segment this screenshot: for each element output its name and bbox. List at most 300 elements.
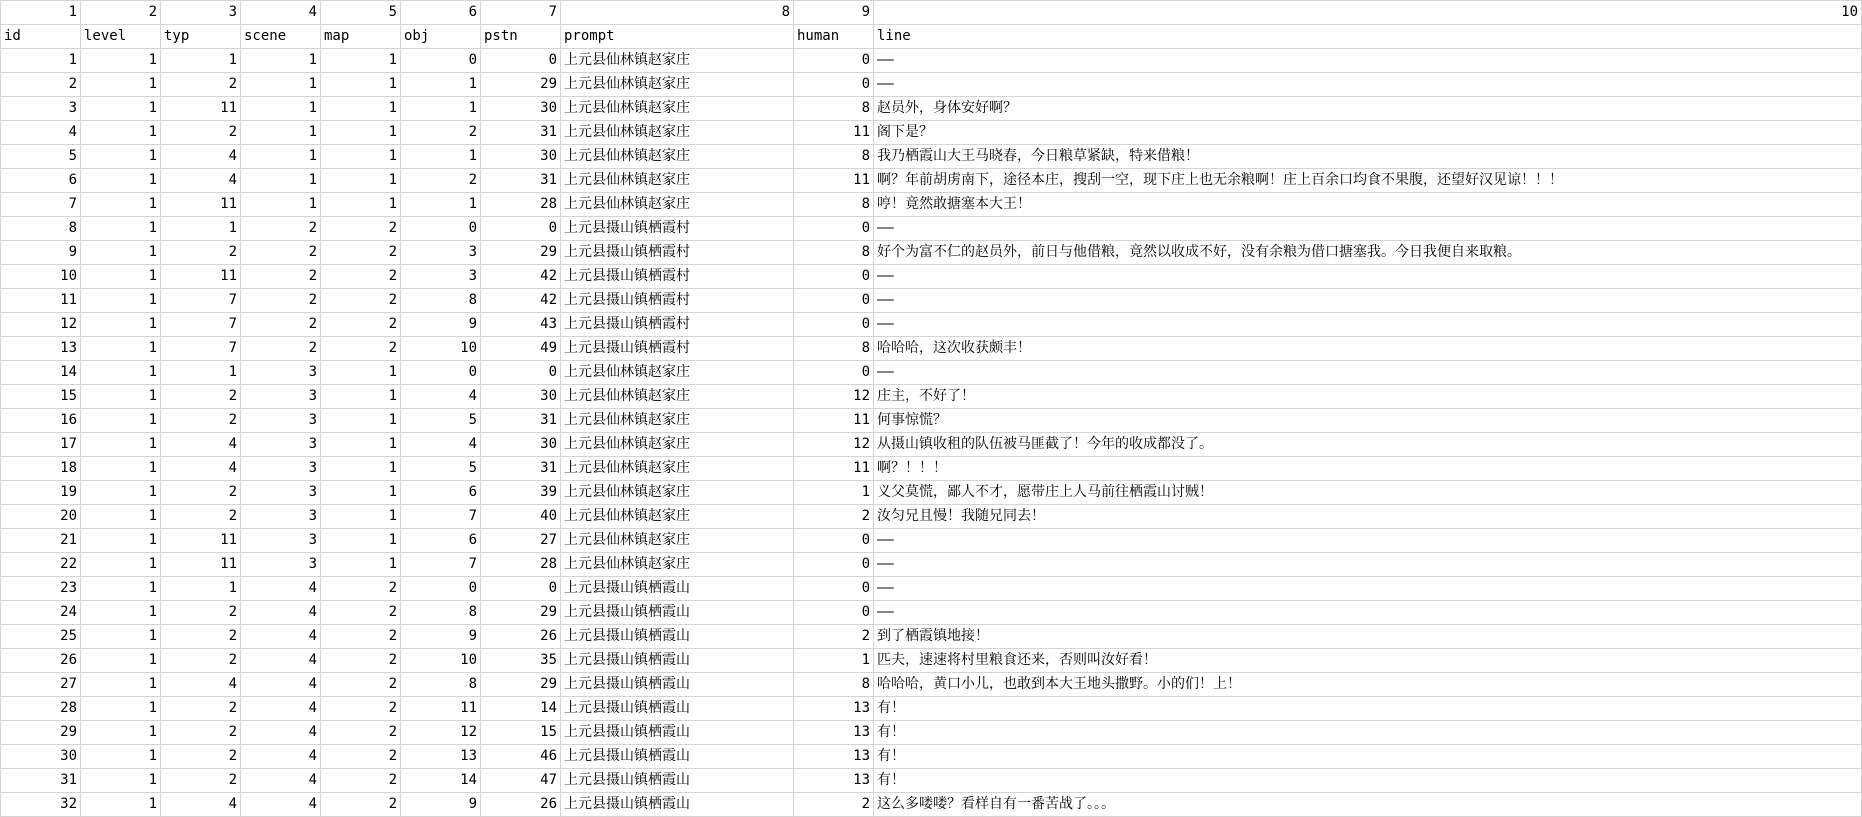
cell-obj[interactable]: 8 xyxy=(401,289,481,313)
cell-id[interactable]: 30 xyxy=(1,745,81,769)
cell-scene[interactable]: 4 xyxy=(241,745,321,769)
cell-prompt[interactable]: 上元县摄山镇栖霞山 xyxy=(561,625,794,649)
cell-line[interactable]: 哈哈哈，黄口小儿，也敢到本大王地头撒野。小的们！上！ xyxy=(874,673,1862,697)
cell-scene[interactable]: 4 xyxy=(241,649,321,673)
cell-human[interactable]: 12 xyxy=(794,385,874,409)
cell-obj[interactable]: 9 xyxy=(401,313,481,337)
cell-pstn[interactable]: 30 xyxy=(481,145,561,169)
cell-human[interactable]: 8 xyxy=(794,241,874,265)
column-number-cell[interactable]: 3 xyxy=(161,1,241,25)
cell-line[interactable]: —— xyxy=(874,361,1862,385)
cell-scene[interactable]: 4 xyxy=(241,625,321,649)
cell-human[interactable]: 11 xyxy=(794,457,874,481)
cell-obj[interactable]: 6 xyxy=(401,481,481,505)
cell-map[interactable]: 1 xyxy=(321,145,401,169)
cell-prompt[interactable]: 上元县摄山镇栖霞山 xyxy=(561,577,794,601)
cell-line[interactable]: 啊？！！！ xyxy=(874,457,1862,481)
cell-pstn[interactable]: 15 xyxy=(481,721,561,745)
cell-typ[interactable]: 2 xyxy=(161,241,241,265)
cell-id[interactable]: 26 xyxy=(1,649,81,673)
cell-human[interactable]: 0 xyxy=(794,49,874,73)
cell-scene[interactable]: 1 xyxy=(241,169,321,193)
cell-obj[interactable]: 9 xyxy=(401,793,481,817)
cell-obj[interactable]: 7 xyxy=(401,553,481,577)
cell-prompt[interactable]: 上元县摄山镇栖霞山 xyxy=(561,697,794,721)
cell-line[interactable]: 这么多喽喽？看样自有一番苦战了。。。 xyxy=(874,793,1862,817)
cell-human[interactable]: 11 xyxy=(794,121,874,145)
cell-map[interactable]: 2 xyxy=(321,217,401,241)
cell-pstn[interactable]: 28 xyxy=(481,193,561,217)
cell-line[interactable]: 哼！竟然敢搪塞本大王！ xyxy=(874,193,1862,217)
cell-prompt[interactable]: 上元县仙林镇赵家庄 xyxy=(561,481,794,505)
cell-line[interactable]: —— xyxy=(874,217,1862,241)
header-cell-obj[interactable]: obj xyxy=(401,25,481,49)
cell-typ[interactable]: 1 xyxy=(161,361,241,385)
cell-prompt[interactable]: 上元县仙林镇赵家庄 xyxy=(561,169,794,193)
cell-prompt[interactable]: 上元县摄山镇栖霞山 xyxy=(561,745,794,769)
cell-level[interactable]: 1 xyxy=(81,553,161,577)
cell-typ[interactable]: 1 xyxy=(161,217,241,241)
cell-scene[interactable]: 1 xyxy=(241,193,321,217)
cell-map[interactable]: 1 xyxy=(321,49,401,73)
cell-obj[interactable]: 2 xyxy=(401,169,481,193)
cell-scene[interactable]: 3 xyxy=(241,553,321,577)
cell-id[interactable]: 17 xyxy=(1,433,81,457)
cell-pstn[interactable]: 26 xyxy=(481,625,561,649)
cell-typ[interactable]: 2 xyxy=(161,721,241,745)
cell-level[interactable]: 1 xyxy=(81,241,161,265)
cell-scene[interactable]: 3 xyxy=(241,385,321,409)
cell-line[interactable]: 匹夫，速速将村里粮食还来，否则叫汝好看！ xyxy=(874,649,1862,673)
cell-level[interactable]: 1 xyxy=(81,361,161,385)
cell-typ[interactable]: 2 xyxy=(161,625,241,649)
cell-map[interactable]: 1 xyxy=(321,457,401,481)
cell-map[interactable]: 2 xyxy=(321,673,401,697)
cell-level[interactable]: 1 xyxy=(81,793,161,817)
cell-pstn[interactable]: 29 xyxy=(481,673,561,697)
cell-level[interactable]: 1 xyxy=(81,193,161,217)
cell-obj[interactable]: 3 xyxy=(401,265,481,289)
cell-pstn[interactable]: 29 xyxy=(481,601,561,625)
cell-obj[interactable]: 1 xyxy=(401,193,481,217)
cell-id[interactable]: 6 xyxy=(1,169,81,193)
cell-scene[interactable]: 4 xyxy=(241,577,321,601)
cell-map[interactable]: 2 xyxy=(321,625,401,649)
cell-obj[interactable]: 0 xyxy=(401,217,481,241)
cell-typ[interactable]: 7 xyxy=(161,289,241,313)
cell-typ[interactable]: 11 xyxy=(161,265,241,289)
cell-scene[interactable]: 4 xyxy=(241,697,321,721)
header-cell-map[interactable]: map xyxy=(321,25,401,49)
cell-typ[interactable]: 11 xyxy=(161,553,241,577)
cell-human[interactable]: 1 xyxy=(794,649,874,673)
cell-prompt[interactable]: 上元县仙林镇赵家庄 xyxy=(561,121,794,145)
cell-typ[interactable]: 4 xyxy=(161,793,241,817)
cell-id[interactable]: 21 xyxy=(1,529,81,553)
cell-typ[interactable]: 4 xyxy=(161,673,241,697)
cell-id[interactable]: 24 xyxy=(1,601,81,625)
cell-id[interactable]: 25 xyxy=(1,625,81,649)
cell-id[interactable]: 28 xyxy=(1,697,81,721)
cell-map[interactable]: 2 xyxy=(321,337,401,361)
cell-pstn[interactable]: 30 xyxy=(481,433,561,457)
cell-typ[interactable]: 2 xyxy=(161,745,241,769)
cell-map[interactable]: 2 xyxy=(321,793,401,817)
cell-level[interactable]: 1 xyxy=(81,433,161,457)
cell-prompt[interactable]: 上元县仙林镇赵家庄 xyxy=(561,361,794,385)
cell-level[interactable]: 1 xyxy=(81,49,161,73)
cell-scene[interactable]: 2 xyxy=(241,337,321,361)
cell-prompt[interactable]: 上元县仙林镇赵家庄 xyxy=(561,457,794,481)
cell-human[interactable]: 13 xyxy=(794,721,874,745)
cell-prompt[interactable]: 上元县仙林镇赵家庄 xyxy=(561,73,794,97)
cell-level[interactable]: 1 xyxy=(81,337,161,361)
cell-human[interactable]: 8 xyxy=(794,673,874,697)
cell-id[interactable]: 32 xyxy=(1,793,81,817)
cell-map[interactable]: 1 xyxy=(321,385,401,409)
cell-map[interactable]: 1 xyxy=(321,121,401,145)
cell-map[interactable]: 1 xyxy=(321,481,401,505)
cell-id[interactable]: 19 xyxy=(1,481,81,505)
cell-map[interactable]: 1 xyxy=(321,505,401,529)
cell-line[interactable]: —— xyxy=(874,265,1862,289)
cell-map[interactable]: 2 xyxy=(321,601,401,625)
cell-human[interactable]: 8 xyxy=(794,193,874,217)
cell-pstn[interactable]: 43 xyxy=(481,313,561,337)
cell-obj[interactable]: 13 xyxy=(401,745,481,769)
cell-id[interactable]: 1 xyxy=(1,49,81,73)
cell-scene[interactable]: 4 xyxy=(241,769,321,793)
cell-prompt[interactable]: 上元县摄山镇栖霞山 xyxy=(561,649,794,673)
cell-typ[interactable]: 2 xyxy=(161,121,241,145)
cell-obj[interactable]: 1 xyxy=(401,97,481,121)
cell-id[interactable]: 23 xyxy=(1,577,81,601)
cell-human[interactable]: 0 xyxy=(794,529,874,553)
cell-pstn[interactable]: 29 xyxy=(481,241,561,265)
cell-typ[interactable]: 2 xyxy=(161,409,241,433)
cell-line[interactable]: —— xyxy=(874,577,1862,601)
cell-prompt[interactable]: 上元县摄山镇栖霞村 xyxy=(561,217,794,241)
cell-level[interactable]: 1 xyxy=(81,601,161,625)
cell-pstn[interactable]: 0 xyxy=(481,361,561,385)
cell-line[interactable]: 汝匀兄且慢！我随兄同去！ xyxy=(874,505,1862,529)
cell-line[interactable]: —— xyxy=(874,553,1862,577)
cell-prompt[interactable]: 上元县仙林镇赵家庄 xyxy=(561,505,794,529)
cell-prompt[interactable]: 上元县摄山镇栖霞村 xyxy=(561,313,794,337)
cell-scene[interactable]: 3 xyxy=(241,361,321,385)
cell-line[interactable]: 赵员外，身体安好啊？ xyxy=(874,97,1862,121)
cell-map[interactable]: 2 xyxy=(321,241,401,265)
cell-typ[interactable]: 2 xyxy=(161,505,241,529)
cell-human[interactable]: 0 xyxy=(794,361,874,385)
cell-map[interactable]: 1 xyxy=(321,73,401,97)
cell-line[interactable]: 我乃栖霞山大王马晓春，今日粮草紧缺，特来借粮！ xyxy=(874,145,1862,169)
cell-scene[interactable]: 4 xyxy=(241,673,321,697)
cell-level[interactable]: 1 xyxy=(81,289,161,313)
cell-scene[interactable]: 3 xyxy=(241,457,321,481)
cell-line[interactable]: 啊？年前胡虏南下，途径本庄，搜刮一空，现下庄上也无余粮啊！庄上百余口均食不果腹，还望好汉见谅！！！ xyxy=(874,169,1862,193)
cell-obj[interactable]: 9 xyxy=(401,625,481,649)
cell-scene[interactable]: 1 xyxy=(241,97,321,121)
cell-human[interactable]: 0 xyxy=(794,73,874,97)
cell-map[interactable]: 1 xyxy=(321,433,401,457)
column-number-cell[interactable]: 10 xyxy=(874,1,1862,25)
cell-line[interactable]: 有！ xyxy=(874,745,1862,769)
cell-human[interactable]: 12 xyxy=(794,433,874,457)
cell-pstn[interactable]: 31 xyxy=(481,169,561,193)
cell-human[interactable]: 2 xyxy=(794,793,874,817)
cell-scene[interactable]: 1 xyxy=(241,49,321,73)
cell-line[interactable]: —— xyxy=(874,529,1862,553)
cell-level[interactable]: 1 xyxy=(81,577,161,601)
cell-line[interactable]: 有！ xyxy=(874,697,1862,721)
cell-typ[interactable]: 11 xyxy=(161,97,241,121)
cell-typ[interactable]: 7 xyxy=(161,337,241,361)
cell-line[interactable]: —— xyxy=(874,601,1862,625)
header-cell-pstn[interactable]: pstn xyxy=(481,25,561,49)
cell-human[interactable]: 0 xyxy=(794,553,874,577)
column-number-cell[interactable]: 1 xyxy=(1,1,81,25)
cell-pstn[interactable]: 31 xyxy=(481,121,561,145)
cell-prompt[interactable]: 上元县摄山镇栖霞山 xyxy=(561,721,794,745)
cell-typ[interactable]: 11 xyxy=(161,193,241,217)
cell-obj[interactable]: 0 xyxy=(401,361,481,385)
cell-typ[interactable]: 4 xyxy=(161,457,241,481)
cell-pstn[interactable]: 39 xyxy=(481,481,561,505)
cell-pstn[interactable]: 42 xyxy=(481,265,561,289)
cell-level[interactable]: 1 xyxy=(81,97,161,121)
cell-human[interactable]: 0 xyxy=(794,601,874,625)
cell-level[interactable]: 1 xyxy=(81,481,161,505)
cell-line[interactable]: 哈哈哈，这次收获颇丰！ xyxy=(874,337,1862,361)
cell-prompt[interactable]: 上元县仙林镇赵家庄 xyxy=(561,97,794,121)
cell-obj[interactable]: 6 xyxy=(401,529,481,553)
cell-line[interactable]: —— xyxy=(874,313,1862,337)
column-number-cell[interactable]: 5 xyxy=(321,1,401,25)
cell-map[interactable]: 1 xyxy=(321,169,401,193)
cell-line[interactable]: —— xyxy=(874,289,1862,313)
cell-scene[interactable]: 4 xyxy=(241,601,321,625)
cell-prompt[interactable]: 上元县仙林镇赵家庄 xyxy=(561,193,794,217)
cell-id[interactable]: 31 xyxy=(1,769,81,793)
cell-obj[interactable]: 10 xyxy=(401,649,481,673)
header-cell-typ[interactable]: typ xyxy=(161,25,241,49)
cell-pstn[interactable]: 27 xyxy=(481,529,561,553)
cell-id[interactable]: 11 xyxy=(1,289,81,313)
cell-typ[interactable]: 2 xyxy=(161,649,241,673)
cell-map[interactable]: 2 xyxy=(321,721,401,745)
cell-id[interactable]: 15 xyxy=(1,385,81,409)
cell-map[interactable]: 1 xyxy=(321,553,401,577)
cell-obj[interactable]: 1 xyxy=(401,73,481,97)
column-number-cell[interactable]: 7 xyxy=(481,1,561,25)
cell-level[interactable]: 1 xyxy=(81,721,161,745)
cell-scene[interactable]: 3 xyxy=(241,481,321,505)
cell-level[interactable]: 1 xyxy=(81,313,161,337)
cell-pstn[interactable]: 47 xyxy=(481,769,561,793)
cell-pstn[interactable]: 30 xyxy=(481,97,561,121)
cell-line[interactable]: 庄主，不好了！ xyxy=(874,385,1862,409)
cell-prompt[interactable]: 上元县摄山镇栖霞山 xyxy=(561,601,794,625)
cell-level[interactable]: 1 xyxy=(81,673,161,697)
cell-typ[interactable]: 2 xyxy=(161,385,241,409)
cell-typ[interactable]: 11 xyxy=(161,529,241,553)
cell-level[interactable]: 1 xyxy=(81,697,161,721)
cell-scene[interactable]: 2 xyxy=(241,289,321,313)
cell-level[interactable]: 1 xyxy=(81,505,161,529)
cell-pstn[interactable]: 30 xyxy=(481,385,561,409)
cell-line[interactable]: 有！ xyxy=(874,769,1862,793)
cell-human[interactable]: 2 xyxy=(794,625,874,649)
cell-id[interactable]: 16 xyxy=(1,409,81,433)
cell-pstn[interactable]: 46 xyxy=(481,745,561,769)
cell-level[interactable]: 1 xyxy=(81,769,161,793)
cell-scene[interactable]: 3 xyxy=(241,529,321,553)
cell-pstn[interactable]: 0 xyxy=(481,49,561,73)
cell-scene[interactable]: 2 xyxy=(241,265,321,289)
cell-pstn[interactable]: 35 xyxy=(481,649,561,673)
cell-line[interactable]: 阁下是？ xyxy=(874,121,1862,145)
cell-level[interactable]: 1 xyxy=(81,385,161,409)
cell-id[interactable]: 22 xyxy=(1,553,81,577)
cell-scene[interactable]: 1 xyxy=(241,73,321,97)
cell-id[interactable]: 4 xyxy=(1,121,81,145)
cell-scene[interactable]: 1 xyxy=(241,121,321,145)
cell-human[interactable]: 13 xyxy=(794,745,874,769)
cell-pstn[interactable]: 31 xyxy=(481,457,561,481)
cell-typ[interactable]: 2 xyxy=(161,601,241,625)
cell-typ[interactable]: 4 xyxy=(161,169,241,193)
cell-level[interactable]: 1 xyxy=(81,625,161,649)
cell-scene[interactable]: 4 xyxy=(241,793,321,817)
cell-id[interactable]: 27 xyxy=(1,673,81,697)
cell-map[interactable]: 2 xyxy=(321,289,401,313)
cell-obj[interactable]: 5 xyxy=(401,457,481,481)
cell-typ[interactable]: 4 xyxy=(161,433,241,457)
cell-pstn[interactable]: 28 xyxy=(481,553,561,577)
column-number-cell[interactable]: 2 xyxy=(81,1,161,25)
cell-line[interactable]: —— xyxy=(874,73,1862,97)
cell-scene[interactable]: 4 xyxy=(241,721,321,745)
cell-level[interactable]: 1 xyxy=(81,73,161,97)
cell-scene[interactable]: 2 xyxy=(241,217,321,241)
cell-map[interactable]: 2 xyxy=(321,769,401,793)
cell-map[interactable]: 1 xyxy=(321,409,401,433)
cell-pstn[interactable]: 0 xyxy=(481,217,561,241)
header-cell-scene[interactable]: scene xyxy=(241,25,321,49)
cell-id[interactable]: 7 xyxy=(1,193,81,217)
cell-human[interactable]: 8 xyxy=(794,145,874,169)
cell-obj[interactable]: 10 xyxy=(401,337,481,361)
cell-level[interactable]: 1 xyxy=(81,265,161,289)
cell-id[interactable]: 2 xyxy=(1,73,81,97)
cell-prompt[interactable]: 上元县摄山镇栖霞山 xyxy=(561,673,794,697)
header-cell-level[interactable]: level xyxy=(81,25,161,49)
cell-id[interactable]: 10 xyxy=(1,265,81,289)
header-cell-human[interactable]: human xyxy=(794,25,874,49)
cell-prompt[interactable]: 上元县仙林镇赵家庄 xyxy=(561,409,794,433)
cell-map[interactable]: 2 xyxy=(321,577,401,601)
cell-level[interactable]: 1 xyxy=(81,649,161,673)
cell-prompt[interactable]: 上元县仙林镇赵家庄 xyxy=(561,145,794,169)
cell-typ[interactable]: 1 xyxy=(161,49,241,73)
cell-pstn[interactable]: 26 xyxy=(481,793,561,817)
cell-prompt[interactable]: 上元县仙林镇赵家庄 xyxy=(561,529,794,553)
cell-pstn[interactable]: 0 xyxy=(481,577,561,601)
cell-map[interactable]: 2 xyxy=(321,745,401,769)
cell-scene[interactable]: 2 xyxy=(241,313,321,337)
cell-obj[interactable]: 14 xyxy=(401,769,481,793)
cell-obj[interactable]: 8 xyxy=(401,601,481,625)
cell-line[interactable]: —— xyxy=(874,49,1862,73)
cell-line[interactable]: 从摄山镇收租的队伍被马匪截了！今年的收成都没了。 xyxy=(874,433,1862,457)
cell-map[interactable]: 2 xyxy=(321,697,401,721)
cell-obj[interactable]: 8 xyxy=(401,673,481,697)
cell-id[interactable]: 5 xyxy=(1,145,81,169)
cell-level[interactable]: 1 xyxy=(81,145,161,169)
cell-id[interactable]: 9 xyxy=(1,241,81,265)
cell-pstn[interactable]: 14 xyxy=(481,697,561,721)
cell-scene[interactable]: 2 xyxy=(241,241,321,265)
cell-line[interactable]: 有！ xyxy=(874,721,1862,745)
cell-line[interactable]: 何事惊慌？ xyxy=(874,409,1862,433)
cell-pstn[interactable]: 40 xyxy=(481,505,561,529)
cell-typ[interactable]: 2 xyxy=(161,697,241,721)
cell-level[interactable]: 1 xyxy=(81,169,161,193)
cell-typ[interactable]: 1 xyxy=(161,577,241,601)
cell-human[interactable]: 0 xyxy=(794,577,874,601)
cell-human[interactable]: 2 xyxy=(794,505,874,529)
cell-prompt[interactable]: 上元县摄山镇栖霞山 xyxy=(561,769,794,793)
cell-pstn[interactable]: 42 xyxy=(481,289,561,313)
cell-obj[interactable]: 7 xyxy=(401,505,481,529)
cell-level[interactable]: 1 xyxy=(81,529,161,553)
cell-prompt[interactable]: 上元县摄山镇栖霞村 xyxy=(561,241,794,265)
cell-prompt[interactable]: 上元县仙林镇赵家庄 xyxy=(561,385,794,409)
cell-level[interactable]: 1 xyxy=(81,217,161,241)
cell-id[interactable]: 12 xyxy=(1,313,81,337)
cell-pstn[interactable]: 49 xyxy=(481,337,561,361)
cell-prompt[interactable]: 上元县仙林镇赵家庄 xyxy=(561,433,794,457)
cell-prompt[interactable]: 上元县摄山镇栖霞村 xyxy=(561,289,794,313)
cell-prompt[interactable]: 上元县仙林镇赵家庄 xyxy=(561,49,794,73)
cell-obj[interactable]: 5 xyxy=(401,409,481,433)
cell-human[interactable]: 13 xyxy=(794,697,874,721)
cell-human[interactable]: 0 xyxy=(794,313,874,337)
cell-typ[interactable]: 4 xyxy=(161,145,241,169)
cell-map[interactable]: 1 xyxy=(321,529,401,553)
cell-typ[interactable]: 2 xyxy=(161,481,241,505)
cell-id[interactable]: 13 xyxy=(1,337,81,361)
cell-id[interactable]: 29 xyxy=(1,721,81,745)
cell-pstn[interactable]: 29 xyxy=(481,73,561,97)
cell-obj[interactable]: 1 xyxy=(401,145,481,169)
cell-prompt[interactable]: 上元县摄山镇栖霞村 xyxy=(561,265,794,289)
header-cell-prompt[interactable]: prompt xyxy=(561,25,794,49)
cell-prompt[interactable]: 上元县仙林镇赵家庄 xyxy=(561,553,794,577)
cell-map[interactable]: 1 xyxy=(321,193,401,217)
cell-prompt[interactable]: 上元县摄山镇栖霞山 xyxy=(561,793,794,817)
header-cell-id[interactable]: id xyxy=(1,25,81,49)
cell-obj[interactable]: 11 xyxy=(401,697,481,721)
cell-id[interactable]: 20 xyxy=(1,505,81,529)
column-number-cell[interactable]: 6 xyxy=(401,1,481,25)
cell-human[interactable]: 8 xyxy=(794,97,874,121)
cell-map[interactable]: 1 xyxy=(321,97,401,121)
cell-line[interactable]: 义父莫慌，鄙人不才，愿带庄上人马前往栖霞山讨贼！ xyxy=(874,481,1862,505)
cell-map[interactable]: 2 xyxy=(321,265,401,289)
cell-human[interactable]: 11 xyxy=(794,169,874,193)
